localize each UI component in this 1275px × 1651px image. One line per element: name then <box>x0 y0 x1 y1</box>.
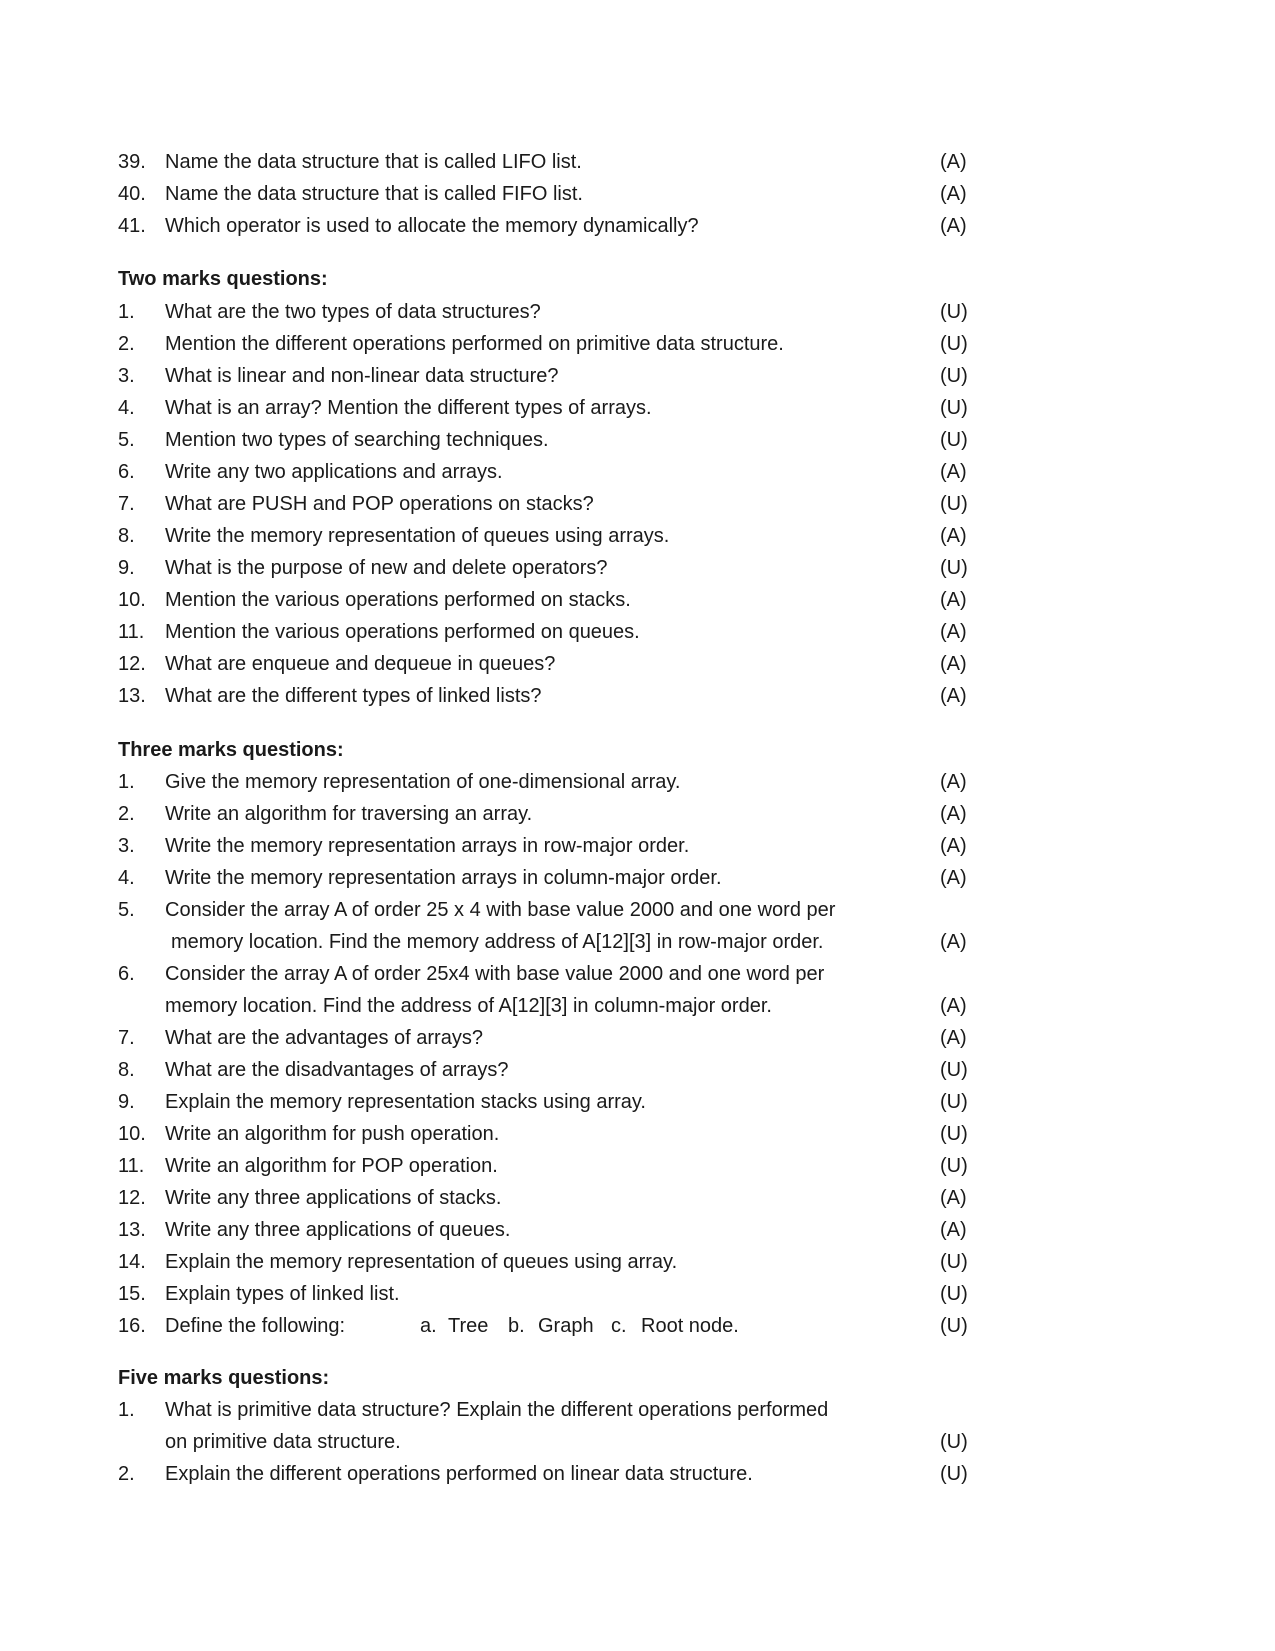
question-row <box>0 1150 1275 1182</box>
question-row <box>0 210 1275 242</box>
question-text: What is an array? Mention the different types of arrays. <box>165 397 652 419</box>
question-text: Mention the different operations performed on primitive data structure. <box>165 333 784 355</box>
question-text: Write an algorithm for POP operation. <box>165 1155 498 1177</box>
question-text: What is primitive data structure? Explain the different operations performed <box>165 1399 829 1421</box>
question-mark: (U) <box>940 557 968 579</box>
question-number: 4. <box>118 867 135 889</box>
question-number: 1. <box>118 301 135 323</box>
question-row <box>0 1086 1275 1118</box>
question-row <box>0 1214 1275 1246</box>
question-mark: (U) <box>940 493 968 515</box>
question-row <box>0 552 1275 584</box>
question-text: Mention the various operations performed on stacks. <box>165 589 631 611</box>
question-number: 12. <box>118 1187 146 1209</box>
question-mark: (A) <box>940 461 967 483</box>
question-row <box>0 1278 1275 1310</box>
question-row <box>0 958 1275 990</box>
question-number: 40. <box>118 183 146 205</box>
question-row <box>0 830 1275 862</box>
question-number: 9. <box>118 1091 135 1113</box>
question-text: What are the disadvantages of arrays? <box>165 1059 509 1081</box>
question-text: Name the data structure that is called FIFO list. <box>165 183 583 205</box>
question-text: Define the following: <box>165 1315 346 1337</box>
question-mark: (A) <box>940 183 967 205</box>
question-text: What are the advantages of arrays? <box>165 1027 483 1049</box>
question-mark: (A) <box>940 835 967 857</box>
question-mark: (U) <box>940 1431 968 1453</box>
question-number: 10. <box>118 589 146 611</box>
question-row <box>0 798 1275 830</box>
question-number: 11. <box>118 1155 145 1177</box>
question-mark: (A) <box>940 215 967 237</box>
question-row <box>0 584 1275 616</box>
question-row <box>0 1054 1275 1086</box>
sub-item-letter: c. <box>611 1315 627 1337</box>
question-text: What is linear and non-linear data structure? <box>165 365 559 387</box>
sub-item-term: Graph <box>538 1315 594 1337</box>
section-heading: Five marks questions: <box>118 1367 330 1389</box>
question-mark: (U) <box>940 301 968 323</box>
question-number: 5. <box>118 899 135 921</box>
question-row <box>0 424 1275 456</box>
question-number: 6. <box>118 461 135 483</box>
question-row <box>0 862 1275 894</box>
question-number: 15. <box>118 1283 146 1305</box>
question-row <box>0 146 1275 178</box>
question-mark: (U) <box>940 1155 968 1177</box>
question-row <box>0 1458 1275 1490</box>
question-number: 10. <box>118 1123 146 1145</box>
question-number: 2. <box>118 1463 135 1485</box>
question-number: 4. <box>118 397 135 419</box>
question-text-continuation: on primitive data structure. <box>165 1431 401 1453</box>
question-number: 3. <box>118 835 135 857</box>
question-number: 12. <box>118 653 146 675</box>
question-row <box>0 616 1275 648</box>
question-mark: (A) <box>940 621 967 643</box>
question-mark: (U) <box>940 397 968 419</box>
question-mark: (A) <box>940 151 967 173</box>
question-row <box>0 296 1275 328</box>
question-row <box>0 456 1275 488</box>
question-mark: (A) <box>940 1027 967 1049</box>
question-text: Explain the memory representation of queues using array. <box>165 1251 678 1273</box>
question-mark: (U) <box>940 1283 968 1305</box>
question-mark: (U) <box>940 365 968 387</box>
question-text: Which operator is used to allocate the memory dynamically? <box>165 215 699 237</box>
question-text: Write any three applications of stacks. <box>165 1187 502 1209</box>
question-text-continuation: memory location. Find the address of A[12][3] in column-major order. <box>165 995 772 1017</box>
question-row <box>0 1118 1275 1150</box>
question-row <box>0 1394 1275 1426</box>
question-row <box>0 648 1275 680</box>
question-text: What are the two types of data structures? <box>165 301 541 323</box>
question-mark: (U) <box>940 1251 968 1273</box>
question-text: Consider the array A of order 25x4 with base value 2000 and one word per <box>165 963 825 985</box>
question-text: Mention two types of searching techniques. <box>165 429 549 451</box>
question-number: 16. <box>118 1315 146 1337</box>
question-row <box>0 1246 1275 1278</box>
question-text: Explain types of linked list. <box>165 1283 400 1305</box>
question-mark: (A) <box>940 771 967 793</box>
question-mark: (A) <box>940 653 967 675</box>
question-row <box>0 520 1275 552</box>
question-number: 8. <box>118 1059 135 1081</box>
question-text: What are PUSH and POP operations on stacks? <box>165 493 594 515</box>
question-number: 11. <box>118 621 145 643</box>
question-text: What are enqueue and dequeue in queues? <box>165 653 556 675</box>
question-mark: (A) <box>940 525 967 547</box>
question-text: Explain the memory representation stacks using array. <box>165 1091 646 1113</box>
question-mark: (A) <box>940 589 967 611</box>
question-row <box>0 328 1275 360</box>
question-mark: (U) <box>940 1091 968 1113</box>
question-mark: (U) <box>940 1315 968 1337</box>
question-text: Write any three applications of queues. <box>165 1219 511 1241</box>
question-text-continuation: memory location. Find the memory address of A[12][3] in row-major order. <box>171 931 824 953</box>
question-text: Give the memory representation of one-dimensional array. <box>165 771 681 793</box>
question-text: Write any two applications and arrays. <box>165 461 503 483</box>
question-text: Write the memory representation arrays in row-major order. <box>165 835 690 857</box>
question-mark: (U) <box>940 333 968 355</box>
question-text: Write an algorithm for traversing an array. <box>165 803 533 825</box>
question-row <box>0 766 1275 798</box>
question-row <box>0 178 1275 210</box>
question-number: 8. <box>118 525 135 547</box>
question-text: Explain the different operations performed on linear data structure. <box>165 1463 753 1485</box>
question-row-continuation <box>0 926 1275 958</box>
question-mark: (U) <box>940 429 968 451</box>
question-number: 41. <box>118 215 146 237</box>
question-row <box>0 894 1275 926</box>
question-number: 1. <box>118 771 135 793</box>
question-mark: (A) <box>940 1219 967 1241</box>
question-number: 2. <box>118 333 135 355</box>
question-text: Name the data structure that is called LIFO list. <box>165 151 582 173</box>
question-mark: (A) <box>940 931 967 953</box>
question-number: 9. <box>118 557 135 579</box>
question-row <box>0 1310 1275 1342</box>
question-number: 7. <box>118 1027 135 1049</box>
question-mark: (A) <box>940 995 967 1017</box>
question-text: Consider the array A of order 25 x 4 with base value 2000 and one word per <box>165 899 836 921</box>
question-number: 6. <box>118 963 135 985</box>
question-mark: (U) <box>940 1123 968 1145</box>
sub-item-letter: b. <box>508 1315 525 1337</box>
sub-item-term: Root node. <box>641 1315 739 1337</box>
question-row <box>0 488 1275 520</box>
sub-item-term: Tree <box>448 1315 489 1337</box>
question-text: What is the purpose of new and delete operators? <box>165 557 608 579</box>
question-row <box>0 392 1275 424</box>
question-number: 3. <box>118 365 135 387</box>
question-row <box>0 1022 1275 1054</box>
question-text: Write the memory representation of queues using arrays. <box>165 525 670 547</box>
question-number: 13. <box>118 1219 146 1241</box>
question-text: Mention the various operations performed on queues. <box>165 621 640 643</box>
question-number: 39. <box>118 151 146 173</box>
question-mark: (U) <box>940 1463 968 1485</box>
question-row <box>0 680 1275 712</box>
question-row-continuation <box>0 990 1275 1022</box>
question-row <box>0 360 1275 392</box>
question-mark: (U) <box>940 1059 968 1081</box>
question-number: 14. <box>118 1251 146 1273</box>
section-heading: Two marks questions: <box>118 268 328 290</box>
question-mark: (A) <box>940 803 967 825</box>
question-mark: (A) <box>940 685 967 707</box>
question-number: 7. <box>118 493 135 515</box>
question-text: Write an algorithm for push operation. <box>165 1123 500 1145</box>
question-number: 1. <box>118 1399 135 1421</box>
question-mark: (A) <box>940 1187 967 1209</box>
question-text: What are the different types of linked lists? <box>165 685 542 707</box>
question-mark: (A) <box>940 867 967 889</box>
question-row <box>0 1182 1275 1214</box>
question-text: Write the memory representation arrays in column-major order. <box>165 867 722 889</box>
question-row-continuation <box>0 1426 1275 1458</box>
sub-item-letter: a. <box>420 1315 437 1337</box>
question-number: 2. <box>118 803 135 825</box>
section-heading: Three marks questions: <box>118 739 344 761</box>
question-number: 5. <box>118 429 135 451</box>
question-number: 13. <box>118 685 146 707</box>
